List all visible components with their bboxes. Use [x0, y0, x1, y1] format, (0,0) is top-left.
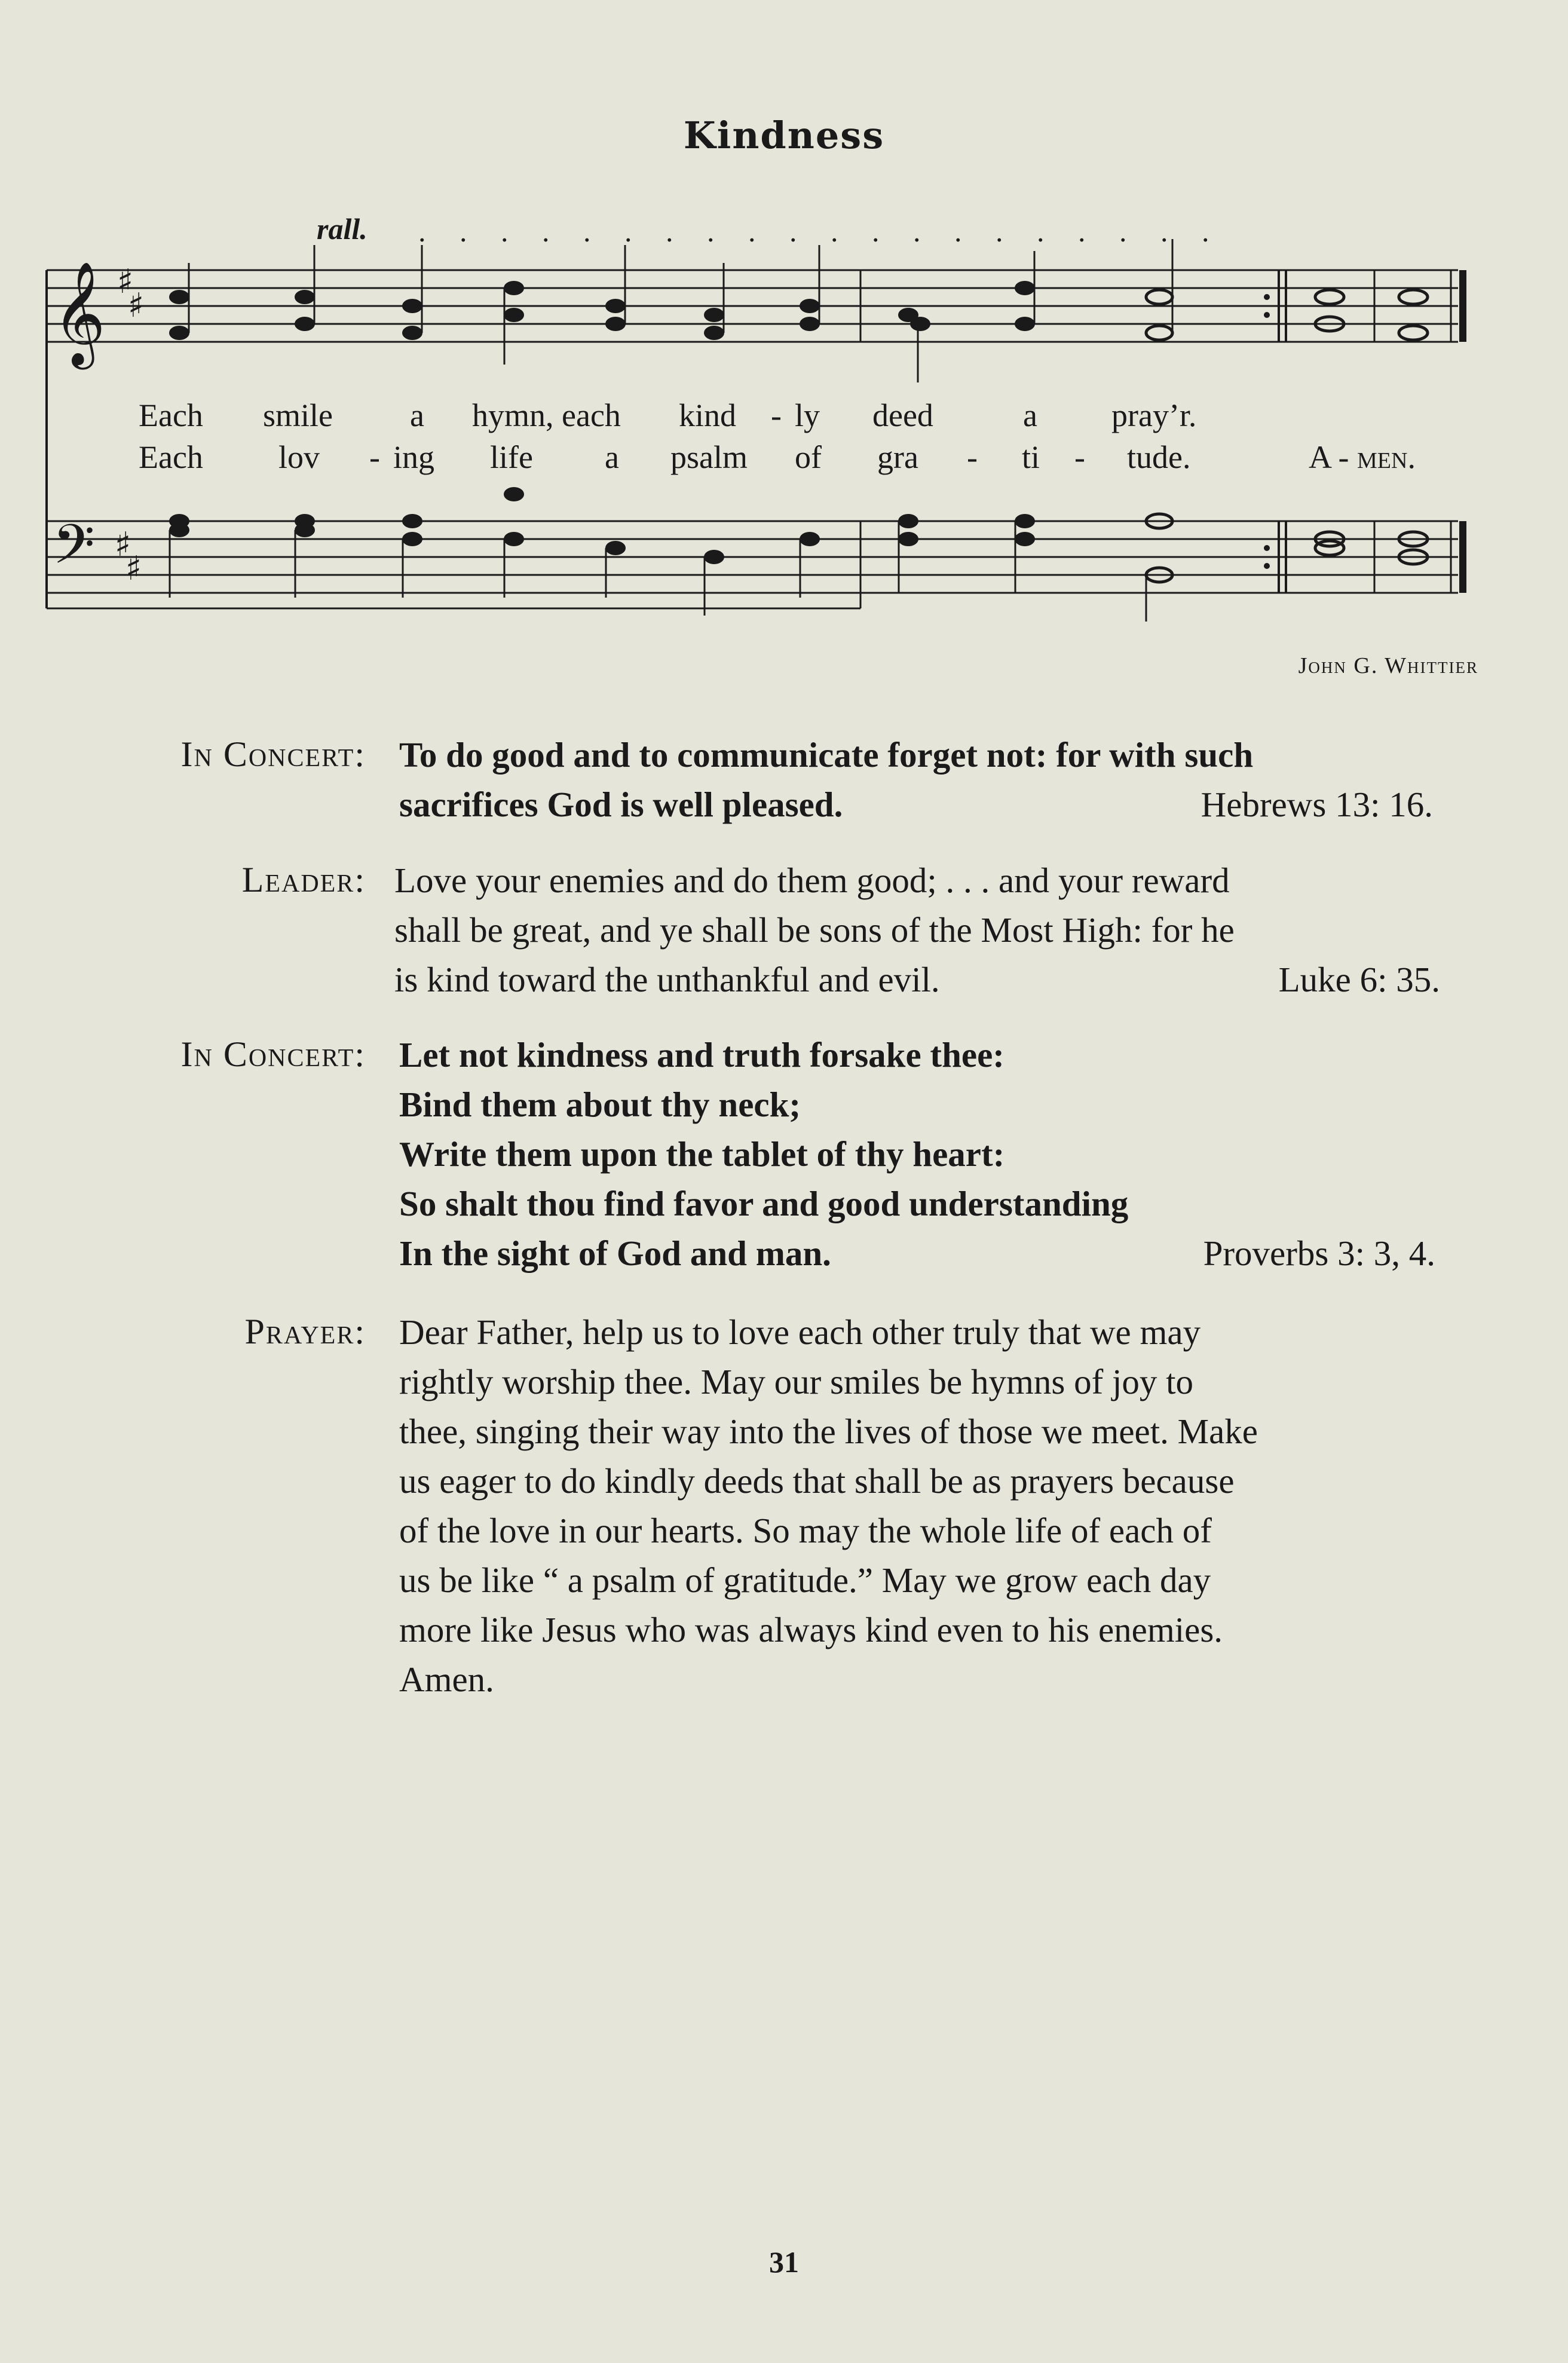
lyric: A - men. — [1309, 439, 1416, 475]
hymn-title: Kindness — [683, 114, 885, 157]
lyric: - — [771, 397, 782, 433]
prayer-text: Dear Father, help us to love each other truly that we may rightly worship thee. May our smiles be hymns of joy to thee, singing their way into the lives of those we meet. Make us eager to do kindly deeds that shall be as prayers because of the love in our hearts. So may the whole life of each of us be like “ a psalm of gratitude.” May we grow each day more like Jesus who was always kind even to his enemies. Amen. — [399, 1312, 1258, 1699]
lyric: pray’r. — [1111, 397, 1197, 433]
lyric: kind — [679, 397, 737, 433]
lyric: hymn, each — [472, 397, 621, 433]
lyric: of — [795, 439, 822, 475]
bass-clef-icon: 𝄢 — [53, 513, 95, 589]
lyric: smile — [263, 397, 333, 433]
lyric: gra — [877, 439, 918, 475]
scripture-reference: Luke 6: 35. — [1278, 960, 1440, 999]
section-label: Prayer: — [244, 1312, 366, 1351]
lyric: Each — [139, 397, 203, 433]
section-label: Leader: — [241, 860, 366, 899]
section-text: Let not kindness and truth forsake thee: Bind them about thy neck; Write them upon the tablet of thy heart: So shalt thou find favor and good understanding In the sight of God and man. Proverbs 3: 3, 4. — [399, 1030, 1481, 1278]
section-label: In Concert: — [180, 734, 366, 774]
lyric: a — [410, 397, 424, 433]
lyric: psalm — [670, 439, 748, 475]
lyric: ti — [1022, 439, 1040, 475]
lyric: deed — [872, 397, 933, 433]
lyric: Each — [139, 439, 203, 475]
lyric: - — [1074, 439, 1085, 475]
svg-text:♯: ♯ — [117, 262, 134, 301]
lyric: - — [967, 439, 978, 475]
bass-staff — [47, 521, 1458, 608]
treble-clef-icon: 𝄞 — [53, 261, 106, 365]
lyric: tude. — [1127, 439, 1191, 475]
author-credit: John G. Whittier — [1298, 653, 1478, 678]
music-score — [0, 0, 1568, 639]
scripture-reference: Proverbs 3: 3, 4. — [1203, 1233, 1435, 1273]
lyric: a — [1023, 397, 1037, 433]
scripture-reference: Hebrews 13: 16. — [1200, 785, 1433, 824]
svg-text:♯: ♯ — [125, 549, 142, 588]
section-text: To do good and to communicate forget not: for with such sacrifices God is well pleased. Hebrews 13: 16. — [399, 730, 1481, 830]
lyric: life — [490, 439, 533, 475]
page-number: 31 — [769, 2245, 799, 2279]
section-text: Love your enemies and do them good; . . . and your reward shall be great, and ye shall be sons of the Most High: for he is kind toward the unthankful and evil. Luke 6: 35. — [394, 856, 1482, 1005]
lyric: ing — [393, 439, 435, 475]
svg-text:. . . . . . . . . . . . . . .: . . . . . . . . . . . . . . . . . . . . — [418, 215, 1223, 248]
svg-text:♯: ♯ — [115, 525, 131, 564]
tempo-mark: rall. — [317, 212, 368, 246]
svg-text:♯: ♯ — [128, 286, 145, 325]
lyric: a — [605, 439, 619, 475]
bass-notes — [169, 487, 1428, 622]
lyric: lov — [278, 439, 320, 475]
section-label: In Concert: — [180, 1034, 366, 1074]
lyric: - — [369, 439, 380, 475]
lyric: ly — [795, 397, 820, 433]
treble-staff — [47, 270, 1458, 342]
